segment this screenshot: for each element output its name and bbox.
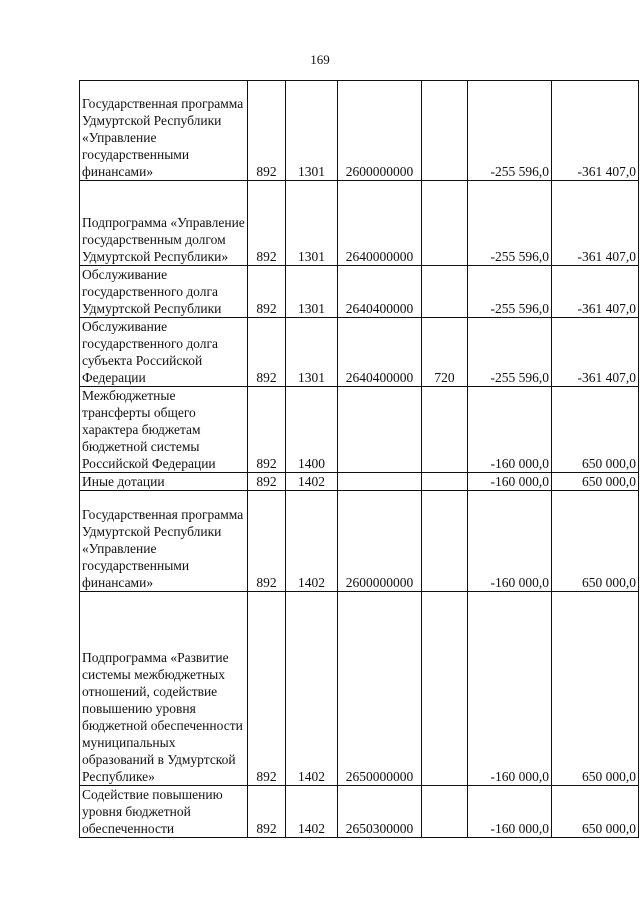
csr-cell: 2640400000 [338,318,422,387]
row-name: Содействие повышению уровня бюджетной обеспеченности [80,786,248,838]
amount-1-cell: -255 596,0 [468,181,552,266]
table-row [80,473,639,491]
row-name: Государственная программа Удмуртской Республики «Управление государственными финансами» [80,491,248,592]
vr-cell: 720 [422,318,468,387]
table-row [80,387,639,473]
vr-cell [422,473,468,491]
amount-2-cell: 650 000,0 [552,491,639,592]
ved-cell: 892 [248,473,286,491]
amount-1-cell: -160 000,0 [468,387,552,473]
row-name: Государственная программа Удмуртской Республики «Управление государственными финансами» [80,81,248,181]
amount-2-cell: 650 000,0 [552,473,639,491]
ved-cell: 892 [248,266,286,318]
row-name: Подпрограмма «Развитие системы межбюджетных отношений, содействие повышению уровня бюджетной обеспеченности муниципальных образований в Удмуртской Республике» [80,592,248,786]
vr-cell [422,81,468,181]
table-row [80,786,639,838]
row-name: Подпрограмма «Управление государственным долгом Удмуртской Республики» [80,181,248,266]
csr-cell: 2600000000 [338,491,422,592]
page-number: 169 [310,52,330,67]
rzpr-cell: 1301 [286,266,338,318]
amount-2-cell: 650 000,0 [552,387,639,473]
rzpr-cell: 1301 [286,81,338,181]
amount-2-cell: 650 000,0 [552,786,639,838]
row-name: Межбюджетные трансферты общего характера бюджетам бюджетной системы Российской Федерации [80,387,248,473]
rzpr-cell: 1402 [286,491,338,592]
amount-1-cell: -255 596,0 [468,266,552,318]
amount-2-cell: 650 000,0 [552,592,639,786]
table-row [80,266,639,318]
amount-1-cell: -160 000,0 [468,592,552,786]
vr-cell [422,786,468,838]
vr-cell [422,181,468,266]
amount-2-cell: -361 407,0 [552,181,639,266]
table-row [80,318,639,387]
table-row [80,592,639,786]
amount-1-cell: -160 000,0 [468,491,552,592]
amount-2-cell: -361 407,0 [552,266,639,318]
csr-cell: 2600000000 [338,81,422,181]
amount-2-cell: -361 407,0 [552,81,639,181]
csr-cell: 2640400000 [338,266,422,318]
vr-cell [422,491,468,592]
amount-2-cell: -361 407,0 [552,318,639,387]
rzpr-cell: 1400 [286,387,338,473]
ved-cell: 892 [248,592,286,786]
amount-1-cell: -255 596,0 [468,81,552,181]
rzpr-cell: 1301 [286,318,338,387]
vr-cell [422,266,468,318]
table-row [80,181,639,266]
csr-cell: 2650000000 [338,592,422,786]
vr-cell [422,387,468,473]
ved-cell: 892 [248,387,286,473]
vr-cell [422,592,468,786]
table-row [80,81,639,181]
ved-cell: 892 [248,81,286,181]
amount-1-cell: -255 596,0 [468,318,552,387]
budget-table [79,80,639,838]
ved-cell: 892 [248,181,286,266]
row-name: Иные дотации [80,473,248,491]
amount-1-cell: -160 000,0 [468,473,552,491]
row-name: Обслуживание государственного долга субъекта Российской Федерации [80,318,248,387]
rzpr-cell: 1402 [286,473,338,491]
amount-1-cell: -160 000,0 [468,786,552,838]
csr-cell [338,473,422,491]
ved-cell: 892 [248,786,286,838]
rzpr-cell: 1301 [286,181,338,266]
ved-cell: 892 [248,318,286,387]
table-row [80,491,639,592]
csr-cell: 2640000000 [338,181,422,266]
csr-cell [338,387,422,473]
rzpr-cell: 1402 [286,786,338,838]
csr-cell: 2650300000 [338,786,422,838]
rzpr-cell: 1402 [286,592,338,786]
ved-cell: 892 [248,491,286,592]
row-name: Обслуживание государственного долга Удмуртской Республики [80,266,248,318]
